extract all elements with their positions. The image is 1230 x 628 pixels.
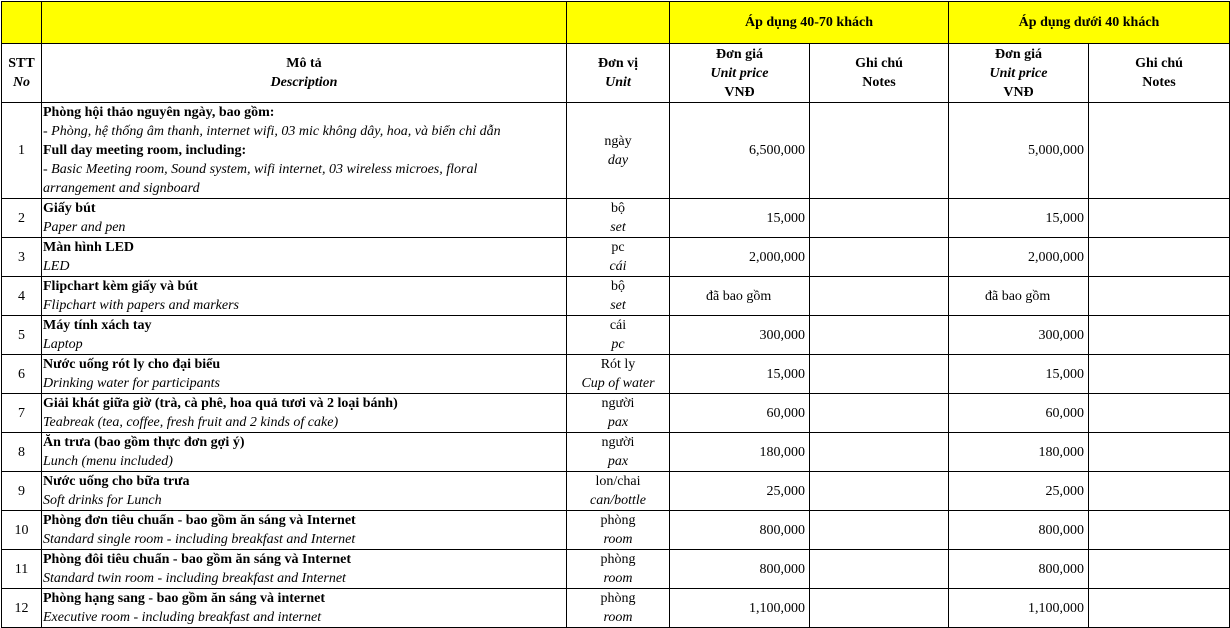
description-vi-line: Flipchart kèm giấy và bút [43,279,198,294]
description-en-line: Paper and pen [43,220,126,235]
price-under-40: 5,000,000 [949,103,1089,199]
row-number: 3 [2,238,42,277]
table-row [2,238,1230,277]
row-unit [567,103,670,199]
unit-vi: pc [611,240,625,255]
note-40-70 [810,238,949,277]
table-row [2,589,1230,628]
notes-header-vi: Ghi chú [1135,56,1183,71]
row-unit [567,433,670,472]
notes-header-1 [810,44,949,103]
unit-vi: bộ [611,279,625,294]
price-table [1,1,1230,628]
price-under-40: 1,100,000 [949,589,1089,628]
note-40-70 [810,316,949,355]
description-vi-line: Máy tính xách tay [43,318,152,333]
description-vi-line: Nước uống rót ly cho đại biểu [43,357,221,372]
group-header-row [2,2,1230,44]
price-40-70: 6,500,000 [670,103,810,199]
note-under-40 [1089,550,1230,589]
description-en-line: Executive room - including breakfast and internet [43,610,322,625]
row-number: 11 [2,550,42,589]
price-40-70: 60,000 [670,394,810,433]
desc-header-vi: Mô tả [286,56,322,71]
description-en-line: Teabreak (tea, coffee, fresh fruit and 2 kinds of cake) [43,415,339,430]
row-number: 9 [2,472,42,511]
note-under-40 [1089,472,1230,511]
unit-vi: phòng [600,591,636,606]
unit-en: pc [611,337,625,352]
note-40-70 [810,199,949,238]
description-vi-line: Phòng đơn tiêu chuẩn - bao gồm ăn sáng và Internet [43,513,356,528]
unit-en: cái [609,259,627,274]
row-unit [567,472,670,511]
note-under-40 [1089,355,1230,394]
unit-vi: người [601,435,635,450]
row-number: 6 [2,355,42,394]
unit-en: pax [607,454,629,469]
description-en-line: Laptop [43,337,83,352]
row-description [42,277,567,316]
description-en-line: Drinking water for participants [43,376,220,391]
unit-vi: bộ [611,201,625,216]
price-header-cur: VNĐ [724,84,755,100]
price-header-vi: Đơn giá [994,46,1043,62]
table-row [2,355,1230,394]
row-description [42,472,567,511]
row-unit [567,394,670,433]
description-vi-line: Giấy bút [43,201,96,216]
price-40-70: 2,000,000 [670,238,810,277]
note-under-40 [1089,103,1230,199]
unit-en: pax [607,415,629,430]
price-40-70: 15,000 [670,355,810,394]
price-under-40: đã bao gồm [949,277,1089,316]
group-40-70-header: Áp dụng 40-70 khách [670,2,949,44]
row-description [42,355,567,394]
price-40-70: 1,100,000 [670,589,810,628]
description-vi-line: Phòng đôi tiêu chuẩn - bao gồm ăn sáng và Internet [43,552,352,567]
description-en-line: - Phòng, hệ thống âm thanh, internet wifi, 03 mic không dây, hoa, và biển chỉ dẫn [43,124,501,139]
row-number: 10 [2,511,42,550]
yellow-cell [2,2,42,44]
table-row [2,394,1230,433]
table-row [2,550,1230,589]
table-row [2,511,1230,550]
note-40-70 [810,355,949,394]
stt-header [2,44,42,103]
note-under-40 [1089,394,1230,433]
table-row [2,316,1230,355]
unit-en: can/bottle [590,493,646,508]
row-description [42,394,567,433]
unit-vi: cái [609,318,627,333]
note-under-40 [1089,238,1230,277]
unit-vi: ngày [604,133,632,149]
yellow-cell [567,2,670,44]
desc-header [42,44,567,103]
note-40-70 [810,511,949,550]
description-vi-line: Màn hình LED [43,240,135,255]
stt-header-en: No [12,75,31,90]
row-description [42,103,567,199]
table-row [2,472,1230,511]
description-vi-line: Ăn trưa (bao gồm thực đơn gợi ý) [43,435,245,450]
row-number: 12 [2,589,42,628]
price-under-40: 180,000 [949,433,1089,472]
row-number: 8 [2,433,42,472]
price-under-40: 15,000 [949,355,1089,394]
desc-header-en: Description [270,75,338,90]
row-description [42,238,567,277]
price-header-en: Unit price [989,65,1048,81]
row-number: 7 [2,394,42,433]
description-en-line: Standard single room - including breakfast and Internet [43,532,356,547]
row-number: 5 [2,316,42,355]
price-40-70: đã bao gồm [670,277,810,316]
notes-header-2 [1089,44,1230,103]
row-unit [567,199,670,238]
description-vi-line: Phòng hội thảo nguyên ngày, bao gồm: [43,105,275,120]
description-en-line: Flipchart with papers and markers [43,298,239,313]
row-description [42,589,567,628]
note-40-70 [810,394,949,433]
description-en-line: arrangement and signboard [43,181,200,196]
row-unit [567,355,670,394]
unit-en: Cup of water [581,376,655,391]
unit-vi: lon/chai [595,474,641,489]
note-40-70 [810,472,949,511]
table-body [2,103,1230,628]
row-number: 4 [2,277,42,316]
notes-header-vi: Ghi chú [855,56,903,71]
description-en-line: Lunch (menu included) [43,454,173,469]
price-under-40: 2,000,000 [949,238,1089,277]
row-unit [567,511,670,550]
row-description [42,433,567,472]
note-40-70 [810,589,949,628]
price-under-40: 800,000 [949,550,1089,589]
row-number: 2 [2,199,42,238]
price-40-70: 300,000 [670,316,810,355]
unit-header [567,44,670,103]
note-40-70 [810,277,949,316]
note-40-70 [810,433,949,472]
note-under-40 [1089,589,1230,628]
price-under-40: 300,000 [949,316,1089,355]
note-under-40 [1089,433,1230,472]
note-under-40 [1089,316,1230,355]
row-description [42,511,567,550]
price-header-1 [670,44,810,103]
notes-header-en: Notes [862,75,896,90]
price-40-70: 15,000 [670,199,810,238]
unit-vi: Rót ly [600,357,636,372]
unit-header-en: Unit [605,75,631,90]
unit-header-vi: Đơn vị [597,56,639,71]
description-en-line: LED [43,259,70,274]
unit-en: day [607,152,629,168]
note-40-70 [810,103,949,199]
price-40-70: 180,000 [670,433,810,472]
description-en-line: Standard twin room - including breakfast and Internet [43,571,346,586]
unit-en: room [603,532,633,547]
row-unit [567,589,670,628]
unit-en: set [610,298,626,313]
price-under-40: 800,000 [949,511,1089,550]
stt-header-vi: STT [8,56,35,71]
row-unit [567,316,670,355]
description-vi-line: Phòng hạng sang - bao gồm ăn sáng và internet [43,591,325,606]
price-header-en: Unit price [710,65,769,81]
column-header-row [2,44,1230,103]
price-40-70: 800,000 [670,550,810,589]
unit-en: room [603,571,633,586]
row-unit [567,550,670,589]
note-under-40 [1089,511,1230,550]
price-under-40: 15,000 [949,199,1089,238]
row-description [42,550,567,589]
row-description [42,199,567,238]
description-en-line: Soft drinks for Lunch [43,493,162,508]
table-row [2,433,1230,472]
unit-en: set [610,220,626,235]
price-under-40: 60,000 [949,394,1089,433]
price-header-cur: VNĐ [1003,84,1034,100]
notes-header-en: Notes [1142,75,1176,90]
unit-vi: người [601,396,635,411]
note-under-40 [1089,277,1230,316]
price-40-70: 25,000 [670,472,810,511]
price-under-40: 25,000 [949,472,1089,511]
note-40-70 [810,550,949,589]
row-unit [567,277,670,316]
table-row [2,199,1230,238]
table-row [2,277,1230,316]
description-vi-line: Nước uống cho bữa trưa [43,474,190,489]
row-number: 1 [2,103,42,199]
unit-vi: phòng [600,513,636,528]
group-under-40-header: Áp dụng dưới 40 khách [949,2,1230,44]
price-header-vi: Đơn giá [715,46,764,62]
price-40-70: 800,000 [670,511,810,550]
yellow-cell [42,2,567,44]
description-en-line: - Basic Meeting room, Sound system, wifi internet, 03 wireless microes, floral [43,162,478,177]
price-header-2 [949,44,1089,103]
note-under-40 [1089,199,1230,238]
row-description [42,316,567,355]
description-vi-line: Full day meeting room, including: [43,143,247,158]
unit-vi: phòng [600,552,636,567]
unit-en: room [603,610,633,625]
row-unit [567,238,670,277]
description-vi-line: Giải khát giữa giờ (trà, cà phê, hoa quả tươi và 2 loại bánh) [43,396,398,411]
table-row [2,103,1230,199]
